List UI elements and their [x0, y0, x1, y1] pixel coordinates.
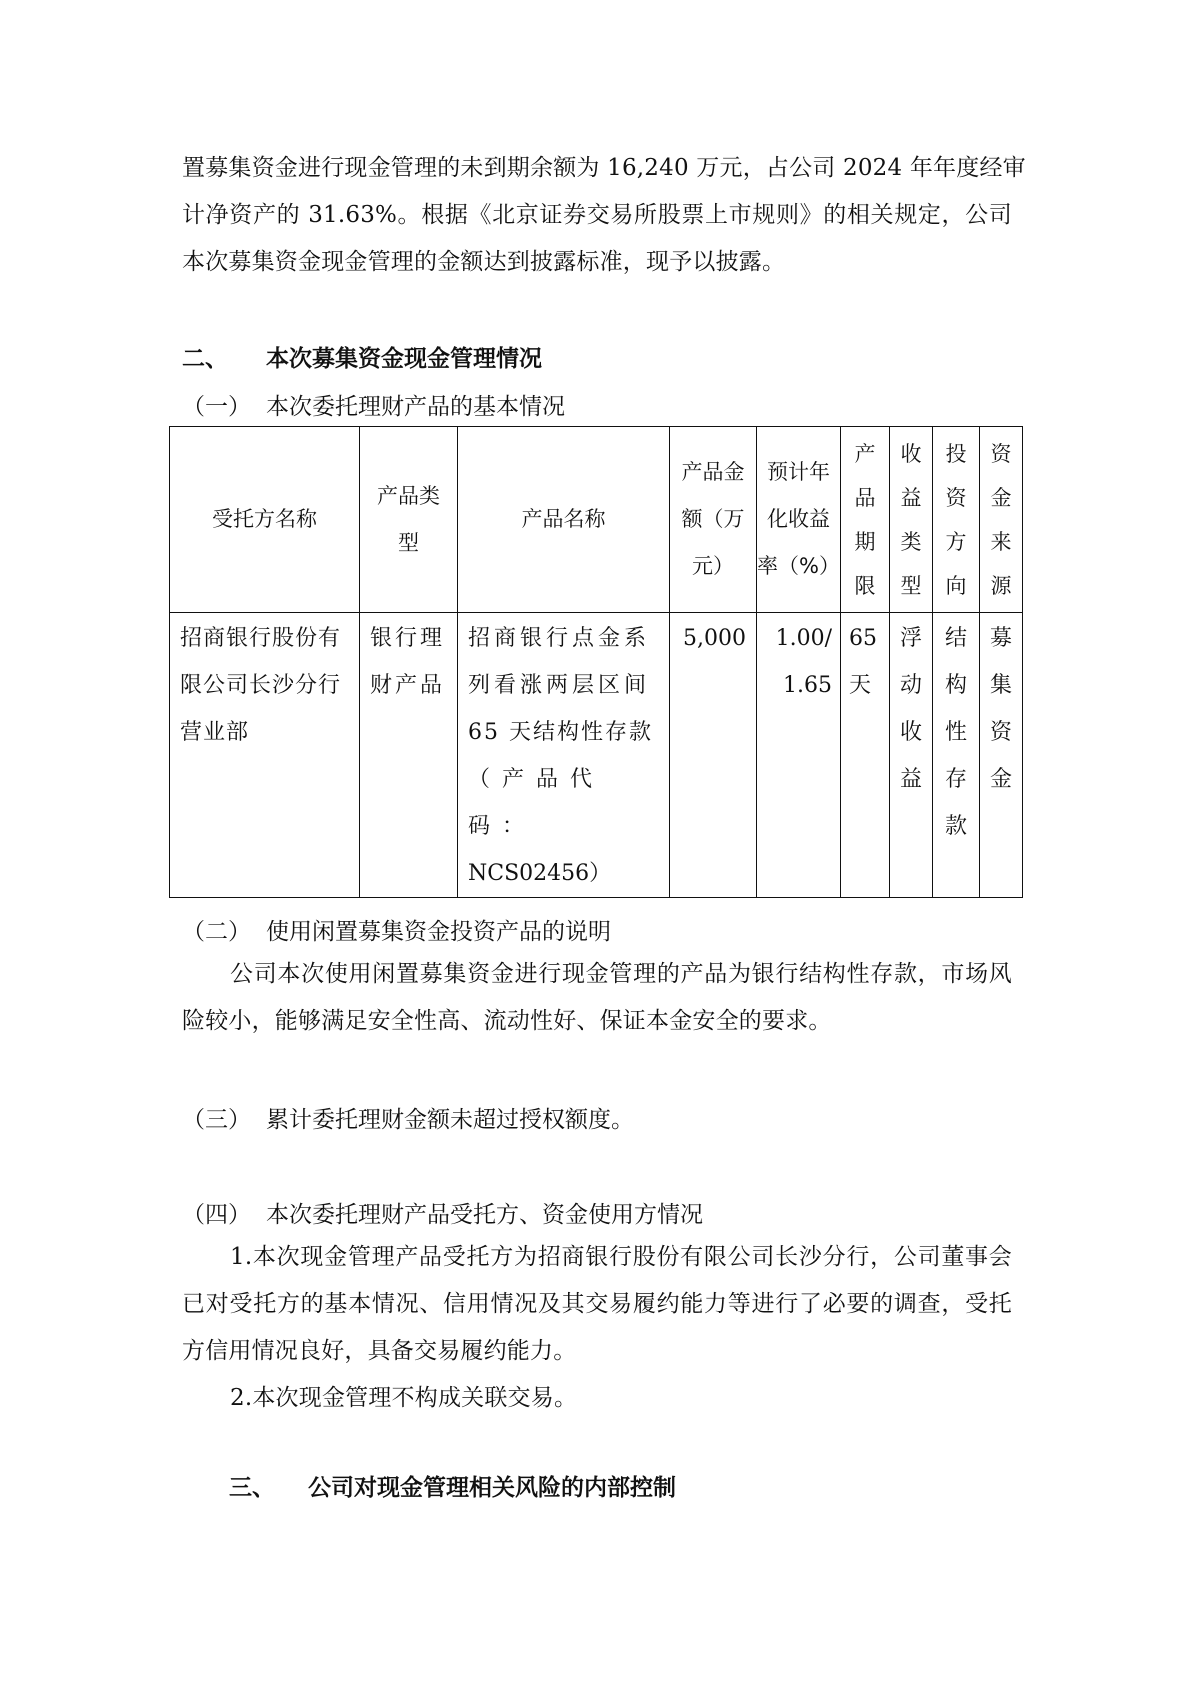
cell-yield-type: 浮 动 收 益 — [890, 613, 933, 898]
sub2-title: 使用闲置募集资金投资产品的说明 — [266, 919, 611, 945]
intro-line-1: 置募集资金进行现金管理的未到期余额为 16,240 万元，占公司 2024 年年度经审 — [182, 155, 1026, 181]
cell-term: 65 天 — [841, 613, 890, 898]
sub4-title: 本次委托理财产品受托方、资金使用方情况 — [266, 1202, 703, 1228]
product-table — [169, 426, 1023, 898]
header-amount: 产品金 额（万 元） — [670, 427, 757, 613]
table-row — [170, 613, 1023, 898]
sub2-line-1: 公司本次使用闲置募集资金进行现金管理的产品为银行结构性存款，市场风 — [230, 961, 1012, 987]
header-source: 资 金 来 源 — [980, 427, 1023, 613]
sub1-title: 本次委托理财产品的基本情况 — [266, 394, 565, 420]
header-trustee: 受托方名称 — [170, 427, 360, 613]
sub2-line-2: 险较小，能够满足安全性高、流动性好、保证本金安全的要求。 — [182, 1008, 832, 1034]
cell-product-name: 招商银行点金系 列看涨两层区间 65 天结构性存款 （产品代码： NCS02456） — [458, 613, 670, 898]
sub3-title: 累计委托理财金额未超过授权额度。 — [266, 1107, 634, 1133]
sub1-number: （一） — [182, 394, 251, 420]
cell-amount: 5,000 — [670, 613, 757, 898]
cell-expected-yield: 1.00/ 1.65 — [757, 613, 841, 898]
section2-number: 二、 — [182, 346, 228, 372]
header-yield-type: 收 益 类 型 — [890, 427, 933, 613]
sub4-item2: 2.本次现金管理不构成关联交易。 — [230, 1385, 578, 1411]
table-header-row — [170, 427, 1023, 613]
intro-line-2: 计净资产的 31.63%。根据《北京证券交易所股票上市规则》的相关规定，公司 — [182, 202, 1012, 228]
header-product-type: 产品类 型 — [360, 427, 458, 613]
sub4-item1-line-1: 1.本次现金管理产品受托方为招商银行股份有限公司长沙分行，公司董事会 — [230, 1244, 1012, 1270]
cell-product-type: 银行理 财产品 — [360, 613, 458, 898]
intro-line-3: 本次募集资金现金管理的金额达到披露标准，现予以披露。 — [182, 249, 786, 275]
cell-trustee: 招商银行股份有 限公司长沙分行 营业部 — [170, 613, 360, 898]
cell-direction: 结 构 性 存 款 — [933, 613, 980, 898]
sub4-number: （四） — [182, 1202, 251, 1228]
sub3-number: （三） — [182, 1107, 251, 1133]
header-term: 产 品 期 限 — [841, 427, 890, 613]
sub2-number: （二） — [182, 919, 251, 945]
section3-title: 公司对现金管理相关风险的内部控制 — [308, 1475, 676, 1501]
sub4-item1-line-2: 已对受托方的基本情况、信用情况及其交易履约能力等进行了必要的调查，受托 — [182, 1291, 1012, 1317]
sub4-item1-line-3: 方信用情况良好，具备交易履约能力。 — [182, 1338, 577, 1364]
section2-title: 本次募集资金现金管理情况 — [266, 346, 542, 372]
header-direction: 投 资 方 向 — [933, 427, 980, 613]
cell-source: 募 集 资 金 — [980, 613, 1023, 898]
header-expected-yield: 预计年 化收益 率（%） — [757, 427, 841, 613]
section3-number: 三、 — [229, 1475, 275, 1501]
header-product-name: 产品名称 — [458, 427, 670, 613]
